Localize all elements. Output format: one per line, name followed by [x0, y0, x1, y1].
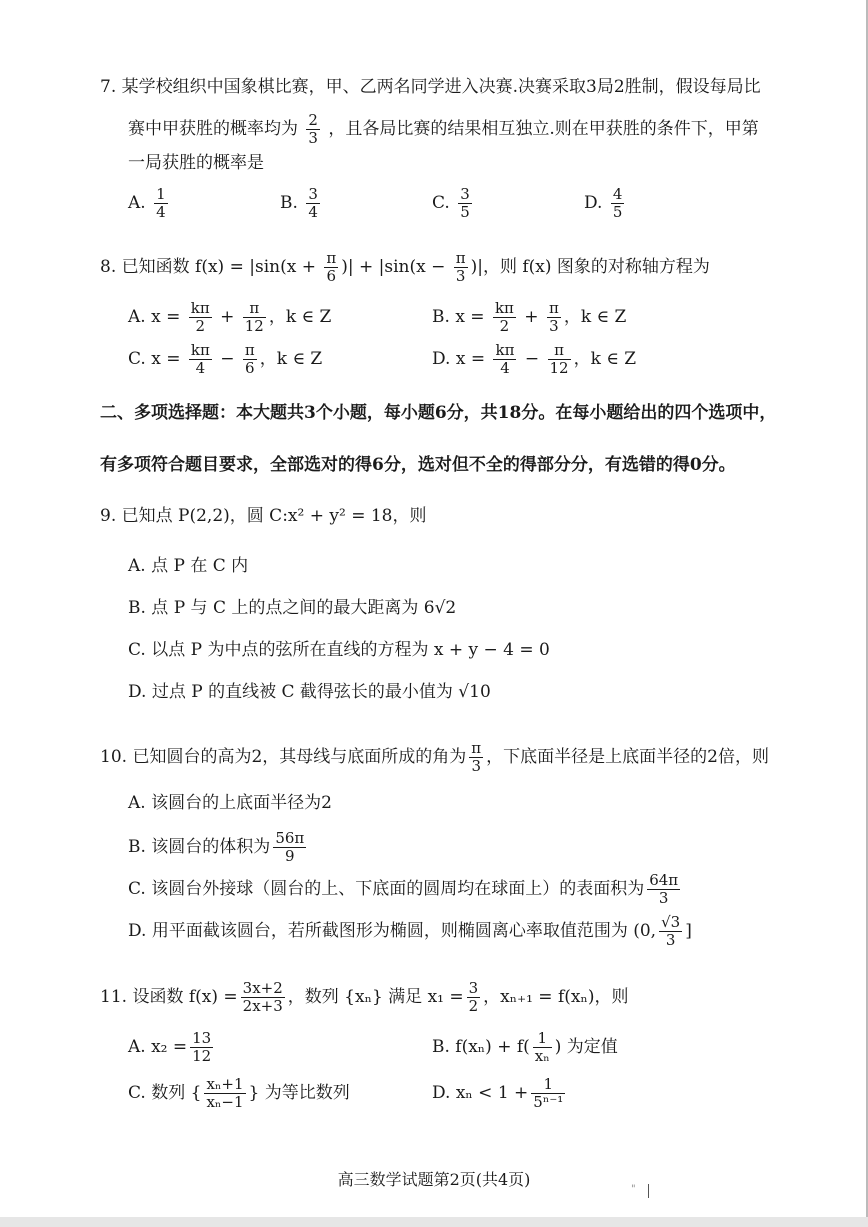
q10-option-b-num: 56π: [275, 829, 305, 847]
q11-option-a-den: 12: [192, 1047, 212, 1065]
q9-option-b: B. 点 P 与 C 上的点之间的最大距离为 6√2: [128, 598, 457, 618]
q8-option-c-label: C.: [128, 349, 146, 369]
q8-option-a-tail: ，k ∈ Z: [268, 307, 332, 327]
page-bottom-edge: [0, 1217, 868, 1227]
q7-prob-fraction: [306, 112, 320, 147]
q7-prob-num: 2: [308, 111, 318, 129]
q11-func-den: 2x+3: [242, 997, 283, 1015]
page-footer: 高三数学试题第2页(共4页): [337, 1170, 531, 1189]
q9-number: 9.: [100, 506, 117, 526]
q10-option-d-num: √3: [661, 913, 681, 931]
q11-option-b-den: xₙ: [534, 1047, 550, 1065]
q10-option-c: [128, 872, 683, 907]
q7-option-a: [128, 186, 171, 221]
q10-option-a: A. 该圆台的上底面半径为2: [128, 793, 332, 813]
q8-option-a-n1: kπ: [190, 299, 210, 317]
q7-line2: [128, 112, 759, 147]
q10-stem-post: ，下底面半径是上底面半径的2倍，则: [486, 747, 769, 767]
q9-stem-text: 已知点 P(2,2)，圆 C:x² + y² = 18，则: [121, 506, 427, 526]
q8-number: 8.: [100, 257, 117, 277]
q7-option-d-den: 5: [612, 203, 623, 221]
q8-option-b-label: B.: [432, 307, 450, 327]
q7-stem-line3: 一局获胜的概率是: [128, 153, 264, 173]
q11-option-c-text: C. 数列 {: [128, 1083, 202, 1103]
q11-option-b: [432, 1030, 618, 1065]
q7-option-d: [584, 186, 627, 221]
q8-option-d-n2: π: [548, 342, 571, 360]
q11-option-b-post: ) 为定值: [554, 1037, 618, 1057]
q7-option-b-num: 3: [308, 185, 318, 203]
q7-stem-line2-pre: 赛中甲获胜的概率均为: [128, 119, 298, 139]
q8-option-b-lhs: x =: [455, 307, 490, 327]
q9-option-a: A. 点 P 在 C 内: [128, 556, 249, 576]
q8-stem-pre: 已知函数 f(x) = |sin(x +: [121, 257, 322, 277]
q8-option-b: [432, 300, 626, 335]
q10-option-b-text: B. 该圆台的体积为: [128, 837, 271, 857]
q8-option-b-d2: 3: [549, 317, 559, 335]
q7-option-c-label: C.: [432, 193, 450, 213]
q8-option-c-op: −: [214, 349, 240, 369]
q9-option-d: D. 过点 P 的直线被 C 截得弦长的最小值为 √10: [128, 682, 491, 702]
q11-number: 11.: [100, 987, 128, 1007]
q11-option-a-num: 13: [192, 1029, 212, 1047]
q7-option-d-num: 4: [612, 185, 623, 203]
q11-option-a-text: A. x₂ =: [128, 1037, 188, 1057]
q8-stem: [100, 250, 710, 285]
q8-option-d-d1: 4: [500, 359, 510, 377]
q7-option-c-num: 3: [460, 185, 470, 203]
q8-pi6-num: π: [326, 249, 337, 267]
q8-option-c-lhs: x =: [151, 349, 186, 369]
q7-prob-den: 3: [308, 129, 318, 147]
q7-stem-line1: 某学校组织中国象棋比赛，甲、乙两名同学进入决赛.决赛采取3局2胜制，假设每局比: [121, 77, 761, 97]
q8-option-b-op: +: [518, 307, 544, 327]
q10-option-d-bracket: ]: [685, 921, 692, 941]
q11-option-c: [128, 1076, 350, 1111]
q11-option-c-den: xₙ−1: [206, 1093, 244, 1111]
q8-option-d-tail: ，k ∈ Z: [573, 349, 637, 369]
q11-x1-den: 2: [468, 997, 479, 1015]
q8-pi3-den: 3: [455, 267, 466, 285]
q11-stem: [100, 980, 628, 1015]
q8-option-a-lhs: x =: [151, 307, 186, 327]
q8-option-a-op: +: [214, 307, 240, 327]
q7-option-a-den: 4: [156, 203, 166, 221]
q11-x1-num: 3: [468, 979, 479, 997]
q8-stem-mid: )| + |sin(x −: [341, 257, 451, 277]
q7-line3: [128, 152, 264, 174]
q11-option-c-num: xₙ+1: [206, 1075, 244, 1093]
q8-option-c: [128, 342, 322, 377]
q10-angle-den: 3: [471, 757, 481, 775]
q8-option-d-op: −: [519, 349, 545, 369]
q8-option-c-tail: ，k ∈ Z: [259, 349, 323, 369]
q11-stem-mid: ，数列 {xₙ} 满足 x₁ =: [287, 987, 464, 1007]
q10-angle-num: π: [471, 739, 482, 757]
q10-option-c-text: C. 该圆台外接球（圆台的上、下底面的圆周均在球面上）的表面积为: [128, 879, 645, 899]
q8-option-b-n2: π: [548, 299, 559, 317]
q11-option-d-den: 5ⁿ⁻¹: [533, 1093, 564, 1111]
q8-option-d: [432, 342, 636, 377]
q8-option-d-label: D.: [432, 349, 451, 369]
q7-option-a-num: 1: [156, 185, 166, 203]
q8-pi6-den: 6: [326, 267, 337, 285]
q8-option-a-d1: 2: [195, 317, 205, 335]
q7-option-c-den: 5: [460, 203, 470, 221]
q11-option-b-num: 1: [533, 1030, 552, 1048]
q11-stem-post: ，xₙ₊₁ = f(xₙ)，则: [483, 987, 629, 1007]
q10-option-d: [128, 914, 692, 949]
q7-option-d-label: D.: [584, 193, 603, 213]
q8-option-d-lhs: x =: [455, 349, 491, 369]
q8-option-c-n1: kπ: [190, 341, 210, 359]
q7-stem-line2-post: ，且各局比赛的结果相互独立.则在甲获胜的条件下，甲第: [328, 119, 759, 139]
section2-line1: 二、多项选择题：本大题共3个小题，每小题6分，共18分。在每小题给出的四个选项中，: [100, 403, 777, 423]
q8-option-b-d1: 2: [499, 317, 510, 335]
q11-option-d-text: D. xₙ < 1 +: [432, 1083, 529, 1103]
q11-stem-pre: 设函数 f(x) =: [132, 987, 238, 1007]
q8-option-b-n1: kπ: [494, 299, 514, 317]
q8-option-a: [128, 300, 331, 335]
q10-stem: [100, 740, 769, 775]
q8-option-c-n2: π: [244, 341, 255, 359]
q11-option-d: [432, 1076, 568, 1111]
q10-option-c-num: 64π: [649, 871, 679, 889]
q8-stem-post: )|，则 f(x) 图象的对称轴方程为: [470, 257, 710, 277]
q7-option-c: [432, 186, 475, 221]
footer-mark: ": [631, 1184, 636, 1195]
q7-number: 7.: [100, 77, 117, 97]
q7-line1: [100, 76, 761, 98]
q9-option-c: C. 以点 P 为中点的弦所在直线的方程为 x + y − 4 = 0: [128, 640, 550, 660]
q8-pi3-num: π: [455, 249, 466, 267]
q10-stem-pre: 已知圆台的高为2，其母线与底面所成的角为: [132, 747, 467, 767]
q8-option-c-d1: 4: [195, 359, 206, 377]
q11-option-c-post: } 为等比数列: [248, 1083, 350, 1103]
q11-option-b-text: B. f(xₙ) + f(: [432, 1037, 530, 1057]
q8-option-d-d2: 12: [549, 359, 569, 377]
q8-option-a-label: A.: [128, 307, 146, 327]
q7-option-b-den: 4: [308, 203, 318, 221]
q8-option-a-n2: π: [243, 300, 266, 318]
q7-option-b-label: B.: [280, 193, 298, 213]
q9-stem: [100, 505, 426, 527]
q8-option-b-tail: ，k ∈ Z: [563, 307, 627, 327]
q7-option-a-label: A.: [128, 193, 146, 213]
q11-option-a: [128, 1030, 216, 1065]
q11-func-num: 3x+2: [242, 979, 283, 997]
q8-option-c-d2: 6: [245, 359, 255, 377]
q10-number: 10.: [100, 747, 128, 767]
footer-divider: [648, 1184, 649, 1198]
q10-option-c-den: 3: [658, 889, 669, 907]
q10-option-b: [128, 830, 309, 865]
q7-option-b: [280, 186, 323, 221]
section2-line2: 有多项符合题目要求，全部选对的得6分，选对但不全的得部分分，有选错的得0分。: [100, 455, 736, 475]
q8-option-d-n1: kπ: [495, 341, 515, 359]
q10-option-b-den: 9: [285, 847, 295, 865]
q10-option-d-den: 3: [665, 931, 676, 949]
q11-option-d-num: 1: [531, 1076, 565, 1094]
q10-option-d-text: D. 用平面截该圆台，若所截图形为椭圆，则椭圆离心率取值范围为 (0,: [128, 921, 657, 941]
q8-option-a-d2: 12: [244, 317, 264, 335]
